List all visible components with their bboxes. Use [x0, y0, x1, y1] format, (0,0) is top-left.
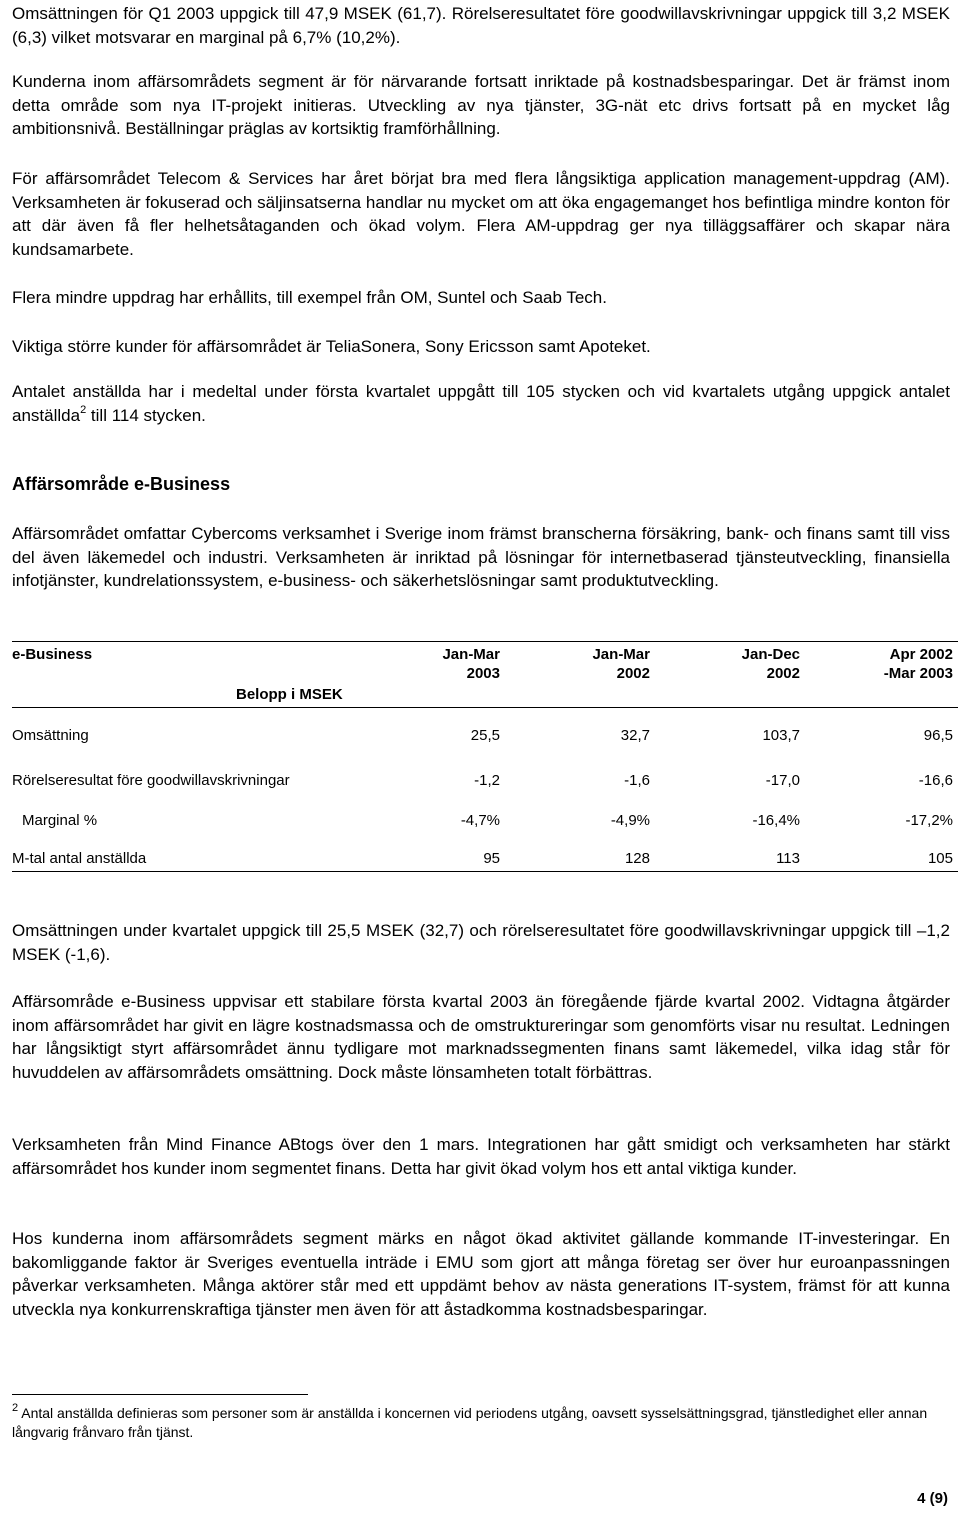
paragraph-assignments: Flera mindre uppdrag har erhållits, till exempel från OM, Suntel och Saab Tech. — [12, 288, 607, 307]
paragraph-ebusiness-scope: Affärsområdet omfattar Cybercoms verksamhet i Sverige inom främst branscherna försäkring, bank- och finans samt till viss del även läkemedel och industri. Verksamheten är inriktad på lösningar för internetbaserad tjänsteutveckling, finansiella infotjänster, kundrelationssystem, e-business- och säkerhetslösningar samt produktutveckling. — [12, 524, 950, 591]
paragraph-q1-summary: Omsättningen för Q1 2003 uppgick till 47,9 MSEK (61,7). Rörelseresultatet före goodwillavskrivningar uppgick till 3,2 MSEK (6,3) vilket motsvarar en marginal på 6,7% (10,2%). — [12, 4, 950, 47]
employees-text-b: till 114 stycken. — [86, 405, 206, 425]
table-row-label: Omsättning — [12, 727, 89, 744]
table-cell: 105 — [927, 850, 953, 867]
col-header-3-line-1: Jan-Dec — [741, 646, 800, 663]
footnote-marker: 2 — [12, 1402, 19, 1415]
section-heading: Affärsområde e-Business — [12, 474, 231, 494]
footnote-divider — [12, 1394, 308, 1395]
footnote-text: Antal anställda definieras som personer som är anställda i koncernen vid periodens utgång, oavsett sysselsättningsgrad, tjänstledighet eller annan långvarig frånvaro från tjänst. — [12, 1405, 928, 1440]
table-cell: 128 — [624, 850, 650, 867]
table-bottom-rule — [12, 871, 958, 872]
footnote — [12, 1404, 950, 1442]
table-header-rule — [12, 707, 958, 708]
table-cell: -4,9% — [610, 812, 650, 829]
col-header-1-line-1: Jan-Mar — [442, 646, 500, 663]
table-cell: -16,4% — [752, 812, 800, 829]
table-unit: Belopp i MSEK — [236, 686, 343, 703]
table-cell: -4,7% — [460, 812, 500, 829]
col-header-4-line-1: Apr 2002 — [889, 646, 953, 663]
table-title: e-Business — [12, 646, 93, 663]
table-row-label: Rörelseresultat före goodwillavskrivningar — [12, 772, 290, 789]
table-cell: 113 — [776, 850, 800, 867]
col-header-3-line-2: 2002 — [766, 665, 800, 682]
table-cell: -16,6 — [918, 772, 953, 789]
table-cell: 96,5 — [923, 727, 953, 744]
page-number: 4 (9) — [917, 1490, 948, 1507]
paragraph-it-investments: Hos kunderna inom affärsområdets segment märks en något ökad aktivitet gällande kommande IT-investeringar. En bakomliggande faktor är Sveriges eventuella inträde i EMU som gjort att många företag ser över hur euroanpassningen påverkar verksamheten. Många aktörer står med ett uppdämt behov av nästa generations IT-system, främst för att kunna utveckla nya konkurrenskraftiga tjänster men även för att åstadkomma kostnadsbesparingar. — [12, 1229, 950, 1319]
paragraph-quarter-revenue: Omsättningen under kvartalet uppgick till 25,5 MSEK (32,7) och rörelseresultatet före goodwillavskrivningar uppgick till –1,2 MSEK (-1,6). — [12, 921, 950, 964]
employees-text-a: Antalet anställda har i medeltal under första kvartalet uppgått till 105 stycken och vid kvartalets utgång uppgick antalet anställda — [12, 382, 950, 425]
paragraph-stability: Affärsområde e-Business uppvisar ett stabilare första kvartal 2003 än föregående fjärde kvartal 2002. Vidtagna åtgärder inom affärsområdet har givit en lägre kostnadsmassa och de omstruktureringar som genomförts visar nu resultat. Ledningen har långsiktigt styrt affärsområdet ännu tydligare mot marknadssegmenten finans samt läkemedel, vilka idag står för huvuddelen av affärsområdets omsättning. Dock måste lönsamheten totalt förbättras. — [12, 992, 950, 1082]
col-header-4-line-2: -Mar 2003 — [883, 665, 953, 682]
table-row-label: Marginal % — [22, 812, 98, 829]
table-top-rule — [12, 641, 958, 642]
table-cell: -17,2% — [905, 812, 953, 829]
table-row-label: M-tal antal anställda — [12, 850, 147, 867]
table-cell: 95 — [483, 850, 500, 867]
table-cell: 25,5 — [470, 727, 500, 744]
footnote-ref: 2 — [80, 403, 87, 416]
paragraph-customers: Kunderna inom affärsområdets segment är för närvarande fortsatt inriktade på kostnadsbesparingar. Det är främst inom detta område som nya IT-projekt initieras. Utveckling av nya tjänster, 3G-nät etc drivs fortsatt på en mycket låg ambitionsnivå. Beställningar präglas av kortsiktig framförhållning. — [12, 72, 950, 139]
paragraph-mind-finance: Verksamheten från Mind Finance ABtogs över den 1 mars. Integrationen har gått smidigt och verksamheten har stärkt affärsområdet hos kunder inom segmentet finans. Detta har givit ökad volym hos ett antal viktiga kunder. — [12, 1135, 950, 1178]
table-cell: 103,7 — [762, 727, 800, 744]
col-header-2-line-2: 2002 — [616, 665, 650, 682]
paragraph-telecom-services: För affärsområdet Telecom & Services har året börjat bra med flera långsiktiga application management-uppdrag (AM). Verksamheten är fokuserad och säljinsatserna handlar nu mycket om att öka engagemanget hos befintliga mindre konton för att där även få fler helhetsåtaganden och ökad volym. Flera AM-uppdrag ger nya tilläggsaffärer och skapar nära kundsamarbete. — [12, 169, 950, 259]
table-cell: -17,0 — [765, 772, 800, 789]
paragraph-employees — [12, 380, 950, 427]
col-header-1-line-2: 2003 — [466, 665, 500, 682]
col-header-2-line-1: Jan-Mar — [592, 646, 650, 663]
paragraph-key-customers: Viktiga större kunder för affärsområdet är TeliaSonera, Sony Ericsson samt Apoteket. — [12, 337, 651, 356]
table-cell: -1,2 — [474, 772, 500, 789]
table-cell: 32,7 — [620, 727, 650, 744]
table-cell: -1,6 — [624, 772, 650, 789]
